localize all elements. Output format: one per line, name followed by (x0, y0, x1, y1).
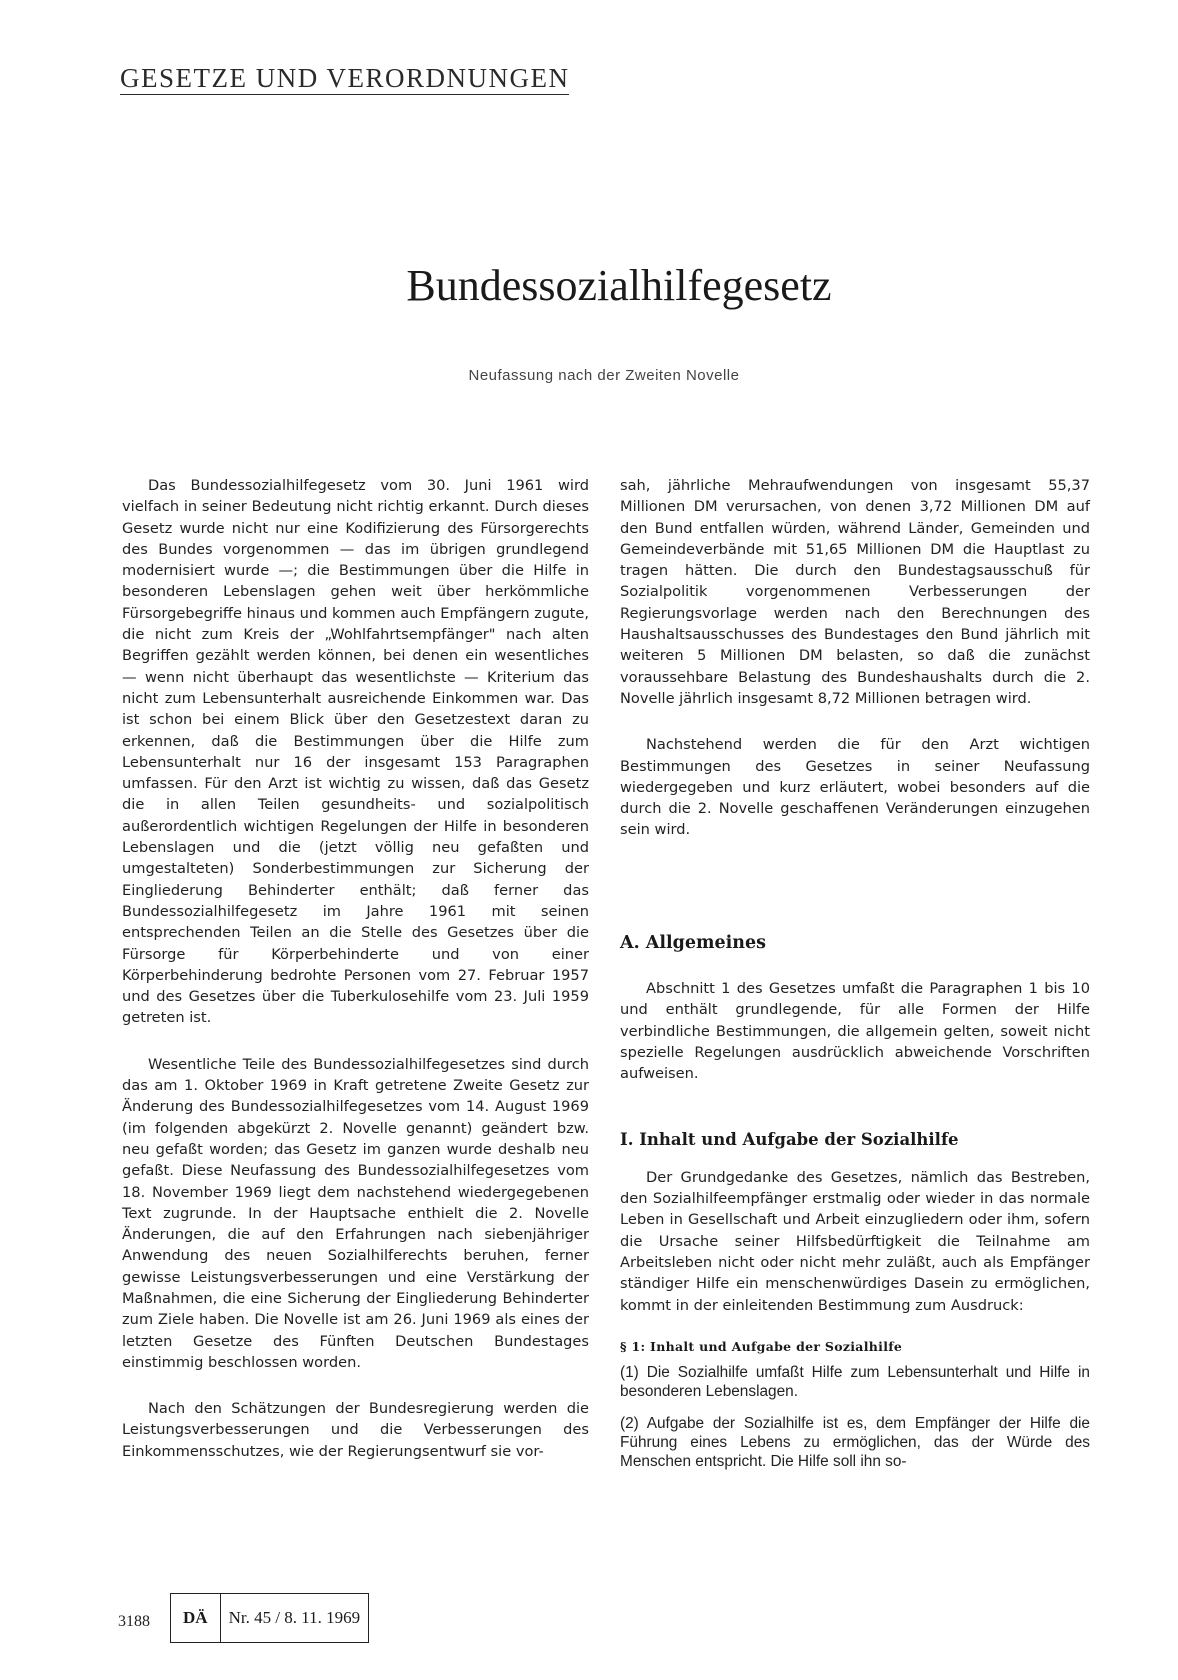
body-paragraph: Wesentliche Teile des Bundessozialhilfegesetzes sind durch das am 1. Oktober 1969 in Kraft getretene Zweite Gesetz zur Änderung des Bundessozialhilfegesetzes vom 14. August 1969 (im folgenden abgekürzt 2. Novelle genannt) geändert bzw. neu gefaßt worden; das Gesetz im ganzen wurde deshalb neu gefaßt. Diese Neufassung des Bundessozialhilfegesetzes vom 18. November 1969 liegt dem nachstehend wiedergegebenen Text zugrunde. In der Hauptsache enthielt die 2. Novelle Änderungen, die auf den Erfahrungen nach siebenjähriger Anwendung des neuen Sozialhilferechts beruhen, ferner gewisse Leistungsverbesserungen und eine Verstärkung der Maßnahmen, die eine Sicherung der Eingliederung Behinderter zum Ziele haben. Die Novelle ist am 26. Juni 1969 als eines der letzten Gesetze des Fünften Deutschen Bundestages einstimmig beschlossen worden. (122, 1055, 589, 1371)
body-paragraph: Abschnitt 1 des Gesetzes umfaßt die Paragraphen 1 bis 10 und enthält grundlegende, für alle Formen der Hilfe verbindliche Bestimmungen, die allgemein gelten, soweit nicht spezielle Regelungen ausdrücklich abweichende Vorschriften aufweisen. (620, 980, 1090, 1083)
journal-imprint (170, 1593, 369, 1643)
article-title: Bundessozialhilfegesetz (406, 261, 832, 310)
left-column (122, 475, 589, 1462)
body-paragraph: Nachstehend werden die für den Arzt wichtigen Bestimmungen des Gesetzes in seiner Neufassung wiedergegeben und kurz erläutert, wobei besonders auf die durch die 2. Novelle geschaffenen Veränderungen einzugehen sein wird. (620, 736, 1090, 839)
law-excerpt (620, 1336, 1090, 1471)
law-paragraph-title: § 1: Inhalt und Aufgabe der Sozialhilfe (620, 1338, 903, 1354)
law-paragraph: (1) Die Sozialhilfe umfaßt Hilfe zum Lebensunterhalt und Hilfe in besonderen Lebenslagen. (620, 1364, 1090, 1401)
body-paragraph: sah, jährliche Mehraufwendungen von insgesamt 55,37 Millionen DM verursachen, von denen 3,72 Millionen DM auf den Bund entfallen würden, während Länder, Gemeinden und Gemeindeverbände mit 51,65 Millionen DM die Hauptlast zu tragen hätten. Die durch den Bundestagsausschuß für Sozialpolitik vorgenommenen Verbesserungen der Regierungsvorlage werden nach den Berechnungen des Haushaltsausschusses des Bundestages den Bund jährlich mit weiteren 5 Millionen DM belasten, so daß die zunächst voraussehbare Belastung des Bundeshaushalts durch die 2. Novelle jährlich insgesamt 8,72 Millionen betragen wird. (620, 477, 1090, 707)
journal-logo: DÄ (171, 1594, 221, 1642)
right-column (620, 475, 1090, 1471)
law-paragraph: (2) Aufgabe der Sozialhilfe ist es, dem Empfänger der Hilfe die Führung eines Lebens zu ermöglichen, das der Würde des Menschen entspricht. Die Hilfe soll ihn so- (620, 1415, 1090, 1471)
page-number: 3188 (118, 1613, 150, 1630)
article-subtitle: Neufassung nach der Zweiten Novelle (468, 367, 740, 384)
section-heading-inhalt: I. Inhalt und Aufgabe der Sozialhilfe (620, 1129, 959, 1149)
body-paragraph: Das Bundessozialhilfegesetz vom 30. Juni 1961 wird vielfach in seiner Bedeutung nicht richtig erkannt. Durch dieses Gesetz wurde nicht nur eine Kodifizierung des Fürsorgerechts des Bundes vorgenommen — das im übrigen grundlegend modernisiert wurde —; die Bestimmungen über die Hilfe in besonderen Lebenslagen gehen weit über herkömmliche Fürsorgebegriffe hinaus und kommen auch Empfängern zugute, die nicht zum Kreis der „Wohlfahrtsempfänger" nach alten Begriffen gezählt werden können, bei denen ein wesentliches — wenn nicht überhaupt das wesentlichste — Kriterium das nicht zum Lebensunterhalt ausreichende Einkommen war. Das ist schon bei einem Blick über den Gesetzestext daran zu erkennen, daß die Bestimmungen über die Hilfe zum Lebensunterhalt nur 16 der insgesamt 153 Paragraphen umfassen. Für den Arzt ist wichtig zu wissen, daß das Gesetz die in allen Teilen gesundheits- und sozialpolitisch außerordentlich wichtigen Regelungen der Hilfe in besonderen Lebenslagen und die (jetzt völlig neu gefaßten und umgestalteten) Sonderbestimmungen zur Sicherung der Eingliederung Behinderter enthält; daß ferner das Bundessozialhilfegesetz im Jahre 1961 mit seinen entsprechenden Teilen an die Stelle des Gesetzes über die Fürsorge für Körperbehinderte und von einer Körperbehinderung bedrohte Personen vom 27. Februar 1957 und des Gesetzes über die Tuberkulosehilfe vom 23. Juli 1959 getreten ist. (122, 477, 589, 1027)
body-paragraph: Der Grundgedanke des Gesetzes, nämlich das Bestreben, den Sozialhilfeempfänger erstmalig oder wieder in das normale Leben in Gesellschaft und Arbeit einzugliedern oder ihm, sofern die Ursache seiner Hilfsbedürftigkeit die Teilnahme am Arbeitsleben nicht oder nicht mehr zuläßt, auch als Empfänger ständiger Hilfe ein menschenwürdiges Dasein zu ermöglichen, kommt in der einleitenden Bestimmung zum Ausdruck: (620, 1168, 1090, 1314)
body-paragraph: Nach den Schätzungen der Bundesregierung werden die Leistungsverbesserungen und die Verbesserungen des Einkommensschutzes, wie der Regierungsentwurf sie vor- (122, 1400, 589, 1460)
section-heading-allgemeines: A. Allgemeines (620, 932, 767, 953)
issue-info: Nr. 45 / 8. 11. 1969 (228, 1608, 361, 1627)
section-header: GESETZE UND VERORDNUNGEN (120, 63, 570, 93)
